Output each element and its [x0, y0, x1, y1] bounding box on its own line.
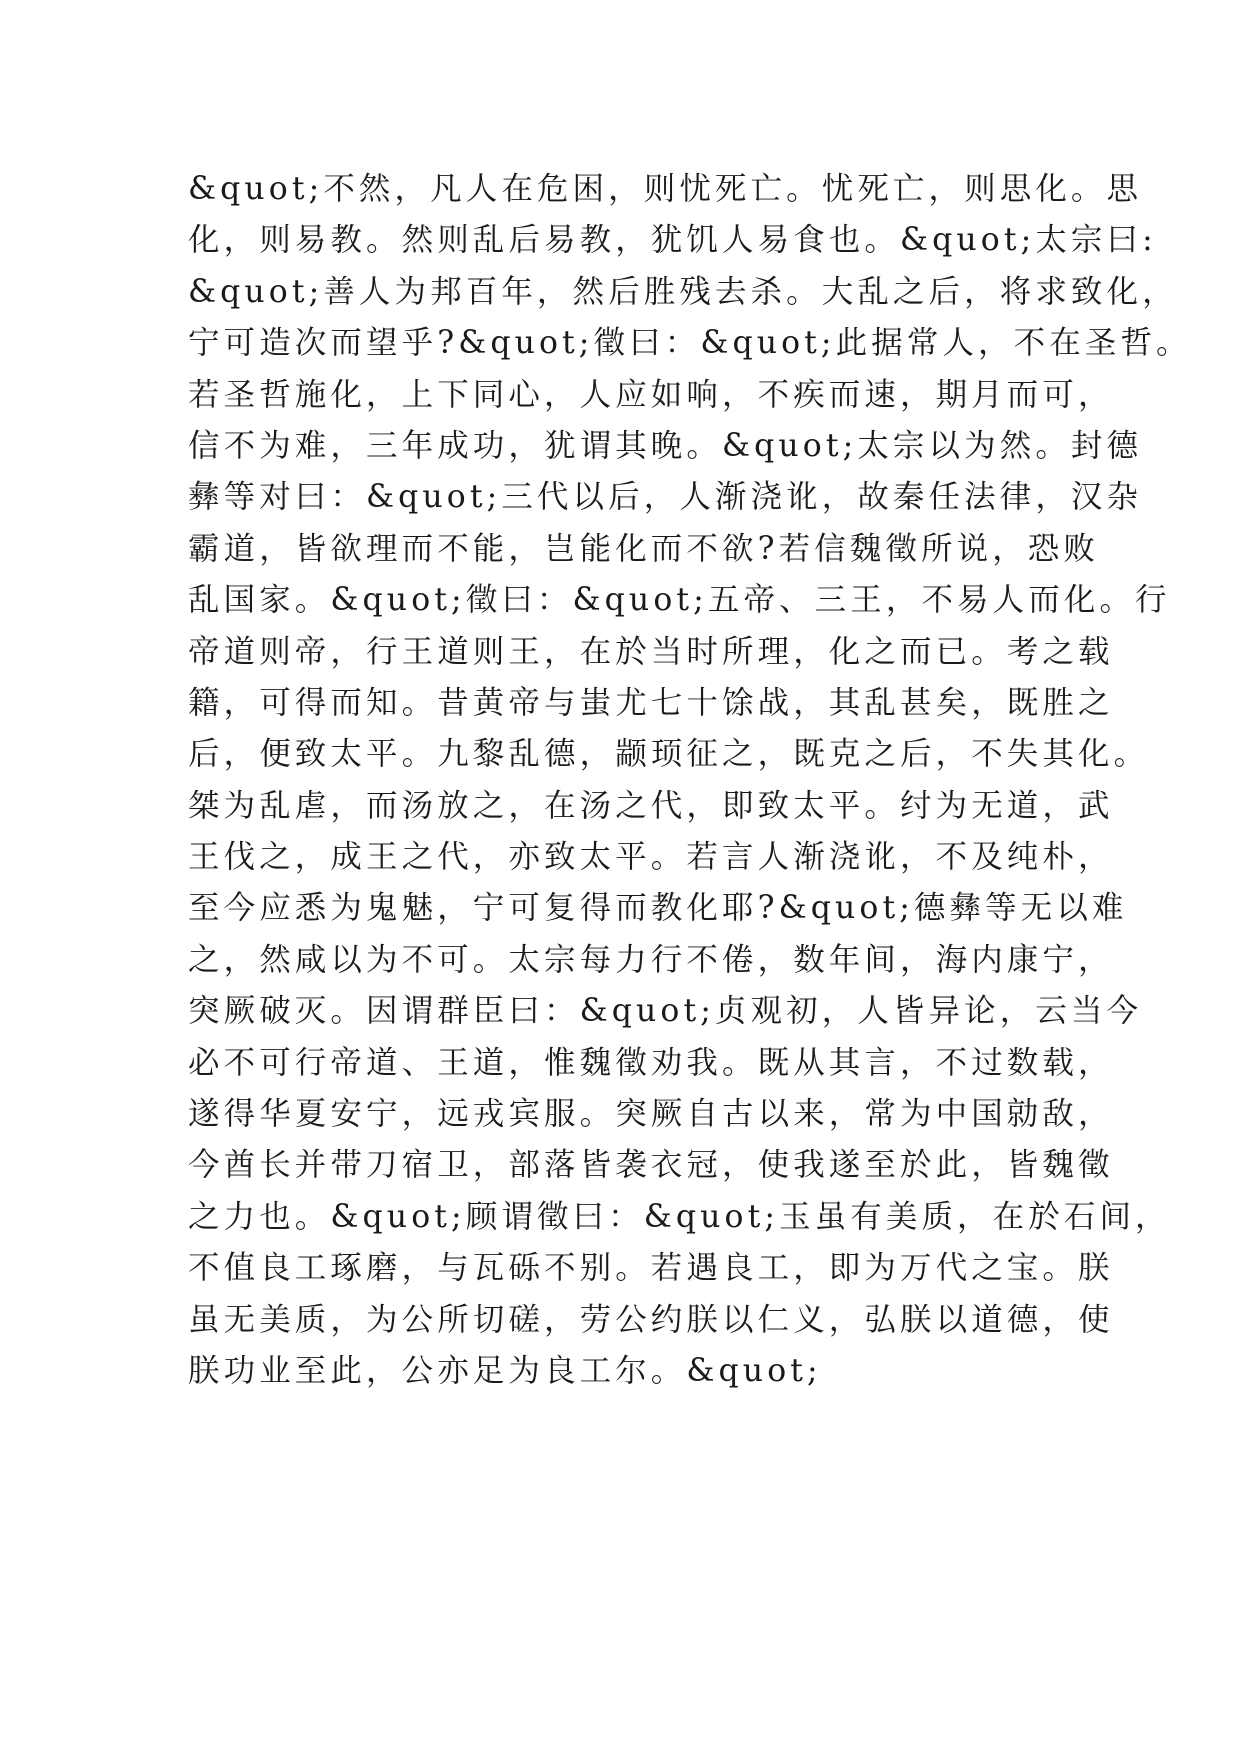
text-line: 籍，可得而知。昔黄帝与蚩尤七十馀战，其乱甚矣，既胜之 [188, 684, 1114, 721]
text-line: 若圣哲施化，上下同心，人应如响，不疾而速，期月而可， [188, 376, 1114, 413]
text-line: 朕功业至此，公亦足为良工尔。&quot; [188, 1352, 822, 1389]
text-line: 之，然咸以为不可。太宗每力行不倦，数年间，海内康宁， [188, 941, 1114, 978]
text-line: 信不为难，三年成功，犹谓其晚。&quot;太宗以为然。封德 [188, 427, 1143, 464]
text-line: 遂得华夏安宁，远戎宾服。突厥自古以来，常为中国勍敌， [188, 1096, 1114, 1133]
text-line: 今酋长并带刀宿卫，部落皆袭衣冠，使我遂至於此，皆魏徵 [188, 1147, 1114, 1184]
text-line: 霸道，皆欲理而不能，岂能化而不欲?若信魏徵所说，恐败 [188, 530, 1099, 567]
body-text [188, 164, 1192, 1397]
text-line: 王伐之，成王之代，亦致太平。若言人渐浇讹，不及纯朴， [188, 839, 1114, 876]
text-line: 之力也。&quot;顾谓徵曰：&quot;玉虽有美质，在於石间， [188, 1198, 1171, 1235]
text-line: &quot;不然，凡人在危困，则忧死亡。忧死亡，则思化。思 [188, 171, 1143, 207]
text-line: 宁可造次而望乎?&quot;徵曰：&quot;此据常人，不在圣哲。 [188, 325, 1192, 362]
text-line: 必不可行帝道、王道，惟魏徵劝我。既从其言，不过数载， [188, 1044, 1114, 1081]
text-line: 化，则易教。然则乱后易教，犹饥人易食也。&quot;太宗曰: [188, 222, 1157, 259]
text-line: 虽无美质，为公所切磋，劳公约朕以仁义，弘朕以道德，使 [188, 1301, 1114, 1338]
text-line: 至今应悉为鬼魅，宁可复得而教化耶?&quot;德彝等无以难 [188, 890, 1128, 927]
text-line: 桀为乱虐，而汤放之，在汤之代，即致太平。纣为无道，武 [188, 787, 1114, 824]
text-line: 后，便致太平。九黎乱德，颛顼征之，既克之后，不失其化。 [188, 736, 1150, 773]
text-line: 突厥破灭。因谓群臣曰：&quot;贞观初，人皆异论，云当今 [188, 993, 1143, 1030]
text-line: 乱国家。&quot;徵曰：&quot;五帝、三王，不易人而化。行 [188, 582, 1171, 619]
text-line: 彝等对曰：&quot;三代以后，人渐浇讹，故秦任法律，汉杂 [188, 479, 1143, 516]
text-line: 不值良工琢磨，与瓦砾不别。若遇良工，即为万代之宝。朕 [188, 1250, 1114, 1287]
text-line: 帝道则帝，行王道则王，在於当时所理，化之而已。考之载 [188, 633, 1114, 670]
text-line: &quot;善人为邦百年，然后胜残去杀。大乱之后，将求致化， [188, 273, 1178, 310]
